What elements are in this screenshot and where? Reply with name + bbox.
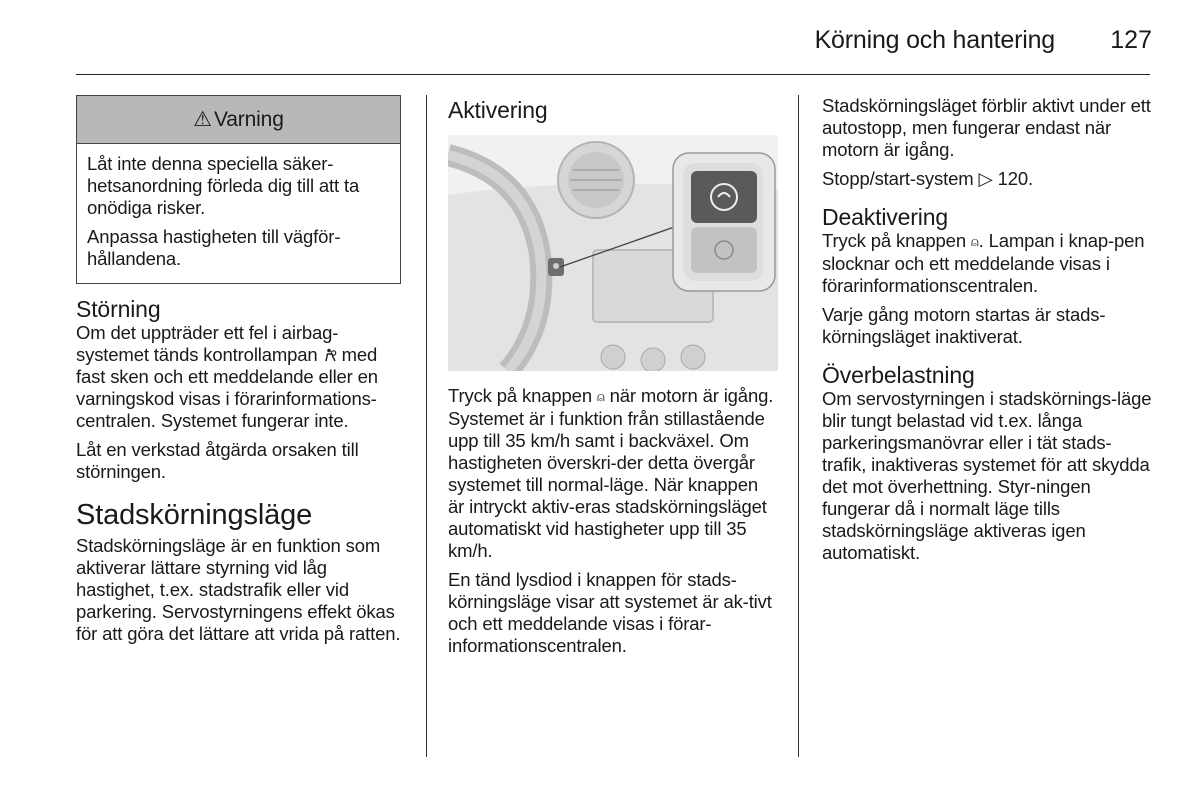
overbelastning-paragraph: Om servostyrningen i stadskörnings-läge blir tungt belastad vid t.ex. långa parkeringsmanövrar eller i tät stads-trafik, inaktiveras systemet för att skydda det mot överhettning. Styr-ningen fungerar då i normalt läge tills stadskörningsläge aktiveras igen automatiskt. — [822, 388, 1152, 563]
column-divider-right — [798, 95, 799, 757]
aktivering-heading: Aktivering — [448, 97, 548, 123]
header-divider — [76, 74, 1150, 75]
stopp-start-link[interactable]: Stopp/start-system — [822, 168, 974, 189]
airbag-warning-icon — [323, 348, 337, 362]
deaktivering-heading: Deaktivering — [822, 204, 949, 230]
right-column — [822, 95, 1152, 571]
deaktivering-paragraph: Tryck på knappen ⍝. Lampan i knap-pen slocknar och ett meddelande visas i förarinformationscentralen. — [822, 230, 1145, 296]
warning-paragraph: Låt inte denna speciella säker-hetsanordning förleda dig till att ta onödiga risker. — [87, 153, 360, 218]
warning-header — [77, 96, 400, 144]
deaktivering-paragraph-2: Varje gång motorn startas är stads-körningsläget inaktiverat. — [822, 304, 1106, 347]
city-steering-icon: ⍝ — [970, 234, 979, 249]
aktivering-paragraph-2: En tänd lysdiod i knappen för stads-körningsläge visar att systemet är ak-tivt och ett meddelande visas i förar-informationscentralen. — [448, 569, 772, 656]
warning-paragraph: Anpassa hastigheten till vägför-hållandena. — [87, 226, 341, 269]
storning-heading: Störning — [76, 296, 161, 322]
city-steering-icon: ⍝ — [596, 389, 605, 404]
stads-heading: Stadskörningsläge — [76, 499, 313, 531]
autostopp-paragraph: Stadskörningsläget förblir aktivt under ett autostopp, men fungerar endast när motorn är igång. — [822, 95, 1151, 160]
storning-paragraph: Om det uppträder ett fel i airbag-systemet tänds kontrollampan med fast sken och ett meddelande eller en varningskod visas i förarinformations-centralen. Systemet fungerar inte. — [76, 322, 378, 431]
storning-paragraph-2: Låt en verkstad åtgärda orsaken till störningen. — [76, 439, 359, 482]
page-reference-arrow-icon: ▷ — [978, 168, 993, 189]
stads-paragraph: Stadskörningsläge är en funktion som aktiverar lättare styrning vid låg hastighet, t.ex. stadstrafik eller vid parkering. Servostyrningens effekt ökas för att göra det lättare att vrida på ratten. — [76, 535, 401, 644]
warning-body — [77, 144, 400, 283]
middle-column — [448, 95, 778, 664]
column-divider-left — [426, 95, 427, 757]
section-title: Körning och hantering — [814, 26, 1055, 54]
page-number: 127 — [1110, 26, 1152, 54]
warning-triangle-icon: ⚠ — [193, 107, 212, 131]
dashboard-illustration — [448, 135, 778, 371]
warning-title: Varning — [213, 107, 284, 131]
left-column — [76, 95, 406, 652]
reference-paragraph: Stopp/start-system ▷ 120. — [822, 168, 1034, 189]
overbelastning-heading: Överbelastning — [822, 362, 975, 388]
warning-box — [76, 95, 401, 284]
aktivering-paragraph: Tryck på knappen ⍝ när motorn är igång. Systemet är i funktion från stillastående upp till 35 km/h samt i backväxel. Om hastigheten överskri-der detta övergår systemet till normal-läge. När knappen är intryckt aktiv-eras stadskörningsläget automatiskt vid hastigheter upp till 35 km/h. — [448, 385, 774, 561]
